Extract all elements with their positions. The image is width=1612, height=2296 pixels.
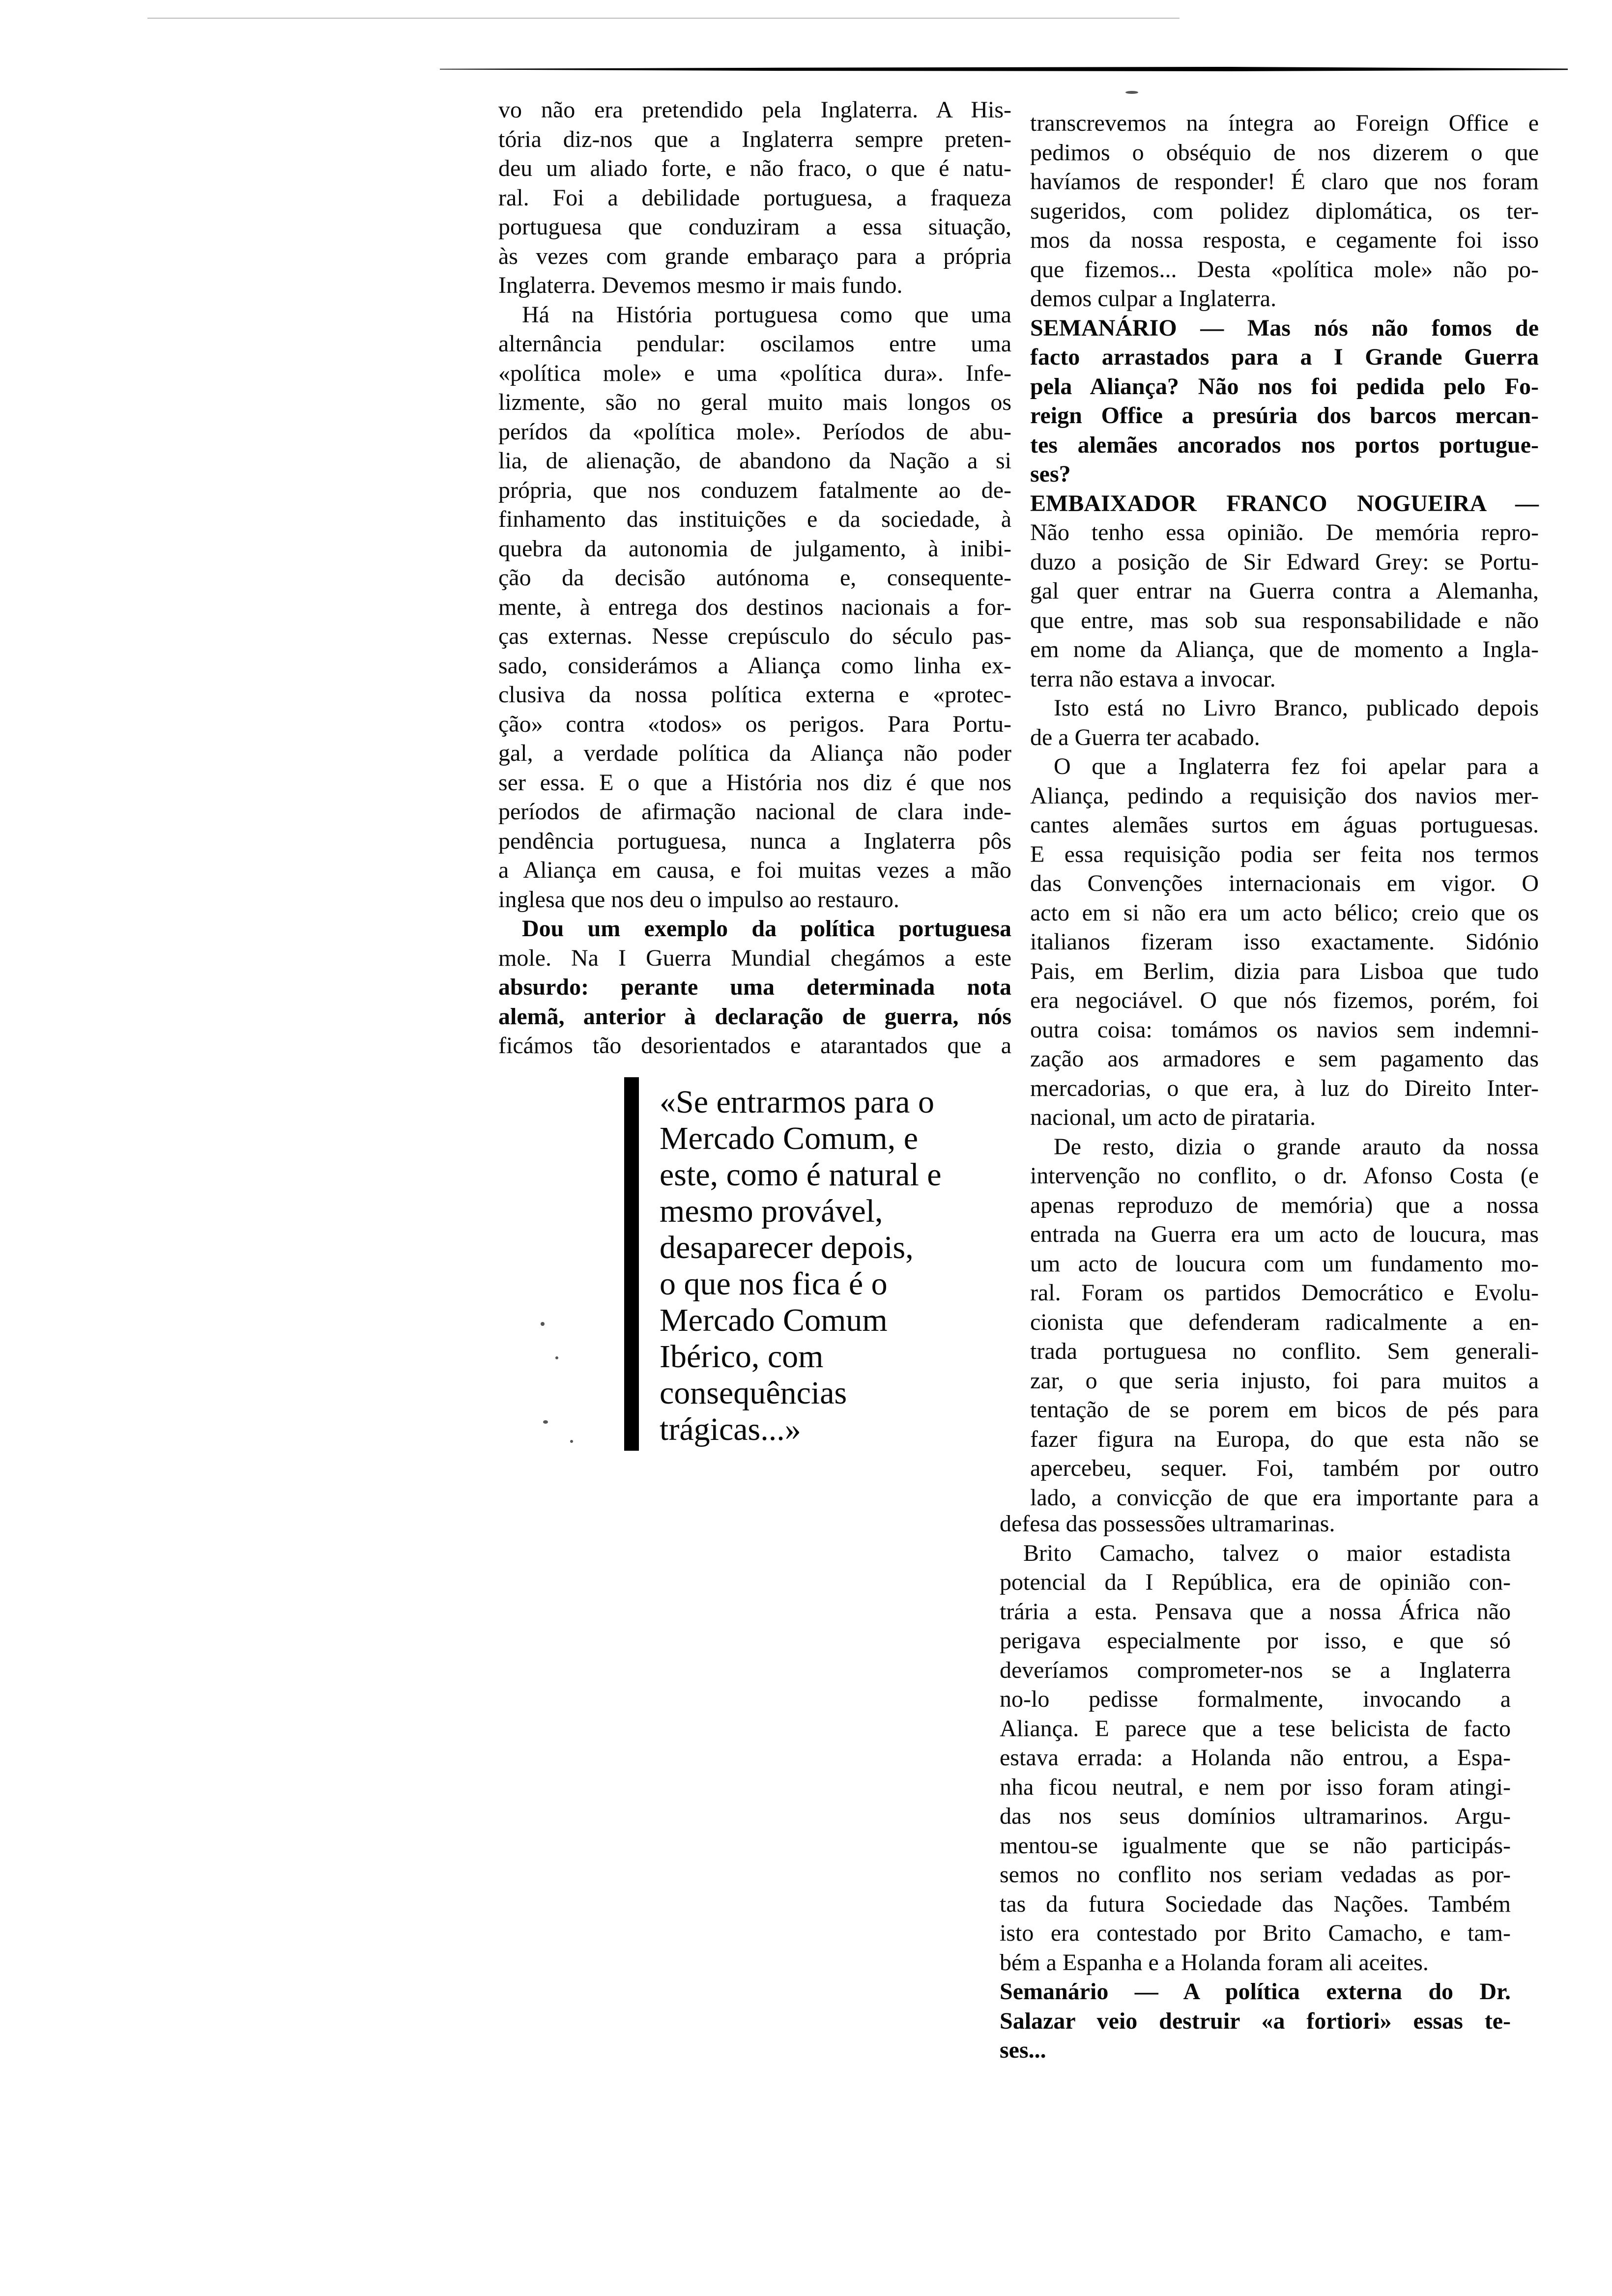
text-line: sugeridos, com polidez diplomática, os ter- — [1030, 198, 1539, 224]
text-line: Inglaterra. Devemos mesmo ir mais fundo. — [498, 272, 903, 298]
article-column-right-continued — [1000, 1509, 1511, 2065]
text-line: mole. Na I Guerra Mundial chegámos a este — [498, 945, 1011, 971]
pull-quote-line: desaparecer depois, — [660, 1230, 914, 1265]
pull-quote-line: mesmo provável, — [660, 1193, 883, 1229]
text-line: demos culpar a Inglaterra. — [1030, 286, 1277, 312]
top-rule — [440, 67, 1568, 71]
text-line: Não tenho essa opinião. De memória repro- — [1030, 519, 1539, 545]
text-line: tória diz-nos que a Inglaterra sempre preten- — [498, 126, 1011, 152]
text-line: deu um aliado forte, e não fraco, o que é natu- — [498, 155, 1011, 181]
text-line: estava errada: a Holanda não entrou, a Espa- — [1000, 1745, 1511, 1771]
pull-quote-bar — [624, 1077, 639, 1451]
scan-speck — [555, 1356, 558, 1359]
text-line: nacional, um acto de pirataria. — [1030, 1104, 1316, 1130]
text-line: zar, o que seria injusto, foi para muitos a — [1030, 1367, 1539, 1394]
article-column-right — [1030, 109, 1539, 1512]
text-line: inglesa que nos deu o impulso ao restauro. — [498, 886, 899, 913]
text-line: gal, a verdade política da Aliança não poder — [498, 740, 1011, 766]
text-line: finhamento das instituições e da sociedade, à — [498, 506, 1011, 532]
pull-quote-line: este, como é natural e — [660, 1157, 942, 1193]
text-line: pela Aliança? Não nos foi pedida pelo Fo- — [1030, 373, 1539, 400]
text-line: deveríamos comprometer-nos se a Inglaterra — [1000, 1657, 1511, 1683]
text-line: reign Office a presúria dos barcos mercan- — [1030, 402, 1539, 429]
text-line: de a Guerra ter acabado. — [1030, 724, 1260, 750]
text-line: quebra da autonomia de julgamento, à inibi- — [498, 535, 1011, 562]
pull-quote-line: Mercado Comum — [660, 1302, 888, 1338]
text-line: em nome da Aliança, que de momento a Ingla- — [1030, 636, 1539, 662]
text-line: outra coisa: tomámos os navios sem indemni- — [1030, 1016, 1539, 1043]
text-line: De resto, dizia o grande arauto da nossa — [1054, 1133, 1539, 1160]
scan-speck — [1125, 91, 1138, 94]
text-line: portuguesa que conduziram a essa situação, — [498, 214, 1011, 240]
text-line: pedimos o obséquio de nos dizerem o que — [1030, 139, 1539, 166]
pull-quote-line: consequências — [660, 1375, 847, 1411]
text-line: ral. Foram os partidos Democrático e Evolu- — [1030, 1280, 1539, 1306]
text-line: trada portuguesa no conflito. Sem generali- — [1030, 1338, 1539, 1364]
text-line: clusiva da nossa política externa e «protec- — [498, 682, 1011, 708]
text-line: Dou um exemplo da política portuguesa — [522, 916, 1011, 942]
pull-quote-line: Ibérico, com — [660, 1339, 824, 1375]
text-line: perigava especialmente por isso, e que só — [1000, 1628, 1511, 1654]
text-line: absurdo: perante uma determinada nota — [498, 974, 1011, 1000]
pull-quote — [660, 1084, 1004, 1448]
text-line: ficámos tão desorientados e atarantados que a — [498, 1033, 1011, 1059]
text-line: bém a Espanha e a Holanda foram ali aceites. — [1000, 1949, 1429, 1976]
text-line: que entre, mas sob sua responsabilidade e não — [1030, 607, 1539, 633]
text-line: Aliança, pedindo a requisição dos navios mer- — [1030, 782, 1539, 809]
text-line: pendência portuguesa, nunca a Inglaterra pôs — [498, 828, 1011, 854]
text-line: às vezes com grande embaraço para a própria — [498, 243, 1011, 269]
text-line: italianos fizeram isso exactamente. Sidónio — [1030, 929, 1539, 955]
text-line: ses? — [1030, 461, 1071, 487]
text-line: perídos da «política mole». Períodos de abu- — [498, 418, 1011, 445]
text-line: SEMANÁRIO — Mas nós não fomos de — [1030, 315, 1539, 341]
text-line: E essa requisição podia ser feita nos termos — [1030, 841, 1539, 867]
pull-quote-line: o que nos fica é o — [660, 1266, 888, 1302]
text-line: mente, à entrega dos destinos nacionais a for- — [498, 594, 1011, 620]
text-line: das nos seus domínios ultramarinos. Argu- — [1000, 1803, 1511, 1829]
text-line: das Convenções internacionais em vigor. O — [1030, 870, 1539, 896]
text-line: intervenção no conflito, o dr. Afonso Costa (e — [1030, 1163, 1539, 1189]
text-line: mos da nossa resposta, e cegamente foi isso — [1030, 227, 1539, 253]
top-faint-rule — [147, 18, 1180, 19]
text-line: Salazar veio destruir «a fortiori» essas te- — [1000, 2008, 1511, 2034]
text-line: Aliança. E parece que a tese belicista de facto — [1000, 1715, 1511, 1742]
text-line: acto em si não era um acto bélico; creio que os — [1030, 899, 1539, 926]
text-line: facto arrastados para a I Grande Guerra — [1030, 344, 1539, 370]
text-line: isto era contestado por Brito Camacho, e tam- — [1000, 1920, 1511, 1946]
text-line: «política mole» e uma «política dura». Infe- — [498, 360, 1011, 386]
text-line: lia, de alienação, de abandono da Nação a si — [498, 448, 1011, 474]
text-line: ção da decisão autónoma e, consequente- — [498, 565, 1011, 591]
text-line: Há na História portuguesa como que uma — [522, 301, 1011, 328]
scan-speck — [541, 1322, 545, 1326]
text-line: sado, considerámos a Aliança como linha ex- — [498, 652, 1011, 679]
text-line: Semanário — A política externa do Dr. — [1000, 1979, 1511, 2005]
text-line: O que a Inglaterra fez foi apelar para a — [1054, 753, 1539, 779]
text-line: mercadorias, o que era, à luz do Direito Inter- — [1030, 1075, 1539, 1101]
text-line: havíamos de responder! É claro que nos foram — [1030, 169, 1539, 195]
text-line: ses... — [1000, 2037, 1046, 2063]
text-line: alemã, anterior à declaração de guerra, nós — [498, 1003, 1011, 1030]
text-line: Isto está no Livro Branco, publicado depois — [1054, 695, 1539, 721]
text-line: tes alemães ancorados nos portos portugue- — [1030, 431, 1539, 458]
article-column-left — [498, 95, 1011, 1061]
text-line: ral. Foi a debilidade portuguesa, a fraqueza — [498, 184, 1011, 211]
text-line: cionista que defenderam radicalmente a en- — [1030, 1309, 1539, 1335]
text-line: terra não estava a invocar. — [1030, 665, 1276, 692]
scan-speck — [543, 1420, 548, 1424]
text-line: tentação de se porem em bicos de pés para — [1030, 1397, 1539, 1423]
text-line: cantes alemães surtos em águas portuguesas. — [1030, 812, 1539, 838]
text-line: alternância pendular: oscilamos entre uma — [498, 331, 1011, 357]
text-line: nha ficou neutral, e nem por isso foram atingi- — [1000, 1774, 1511, 1800]
text-line: potencial da I República, era de opinião con- — [1000, 1569, 1511, 1595]
text-line: transcrevemos na íntegra ao Foreign Office e — [1030, 110, 1539, 136]
text-line: no-lo pedisse formalmente, invocando a — [1000, 1686, 1511, 1712]
text-line: zação aos armadores e sem pagamento das — [1030, 1046, 1539, 1072]
text-line: vo não era pretendido pela Inglaterra. A His- — [498, 97, 1011, 123]
text-line: períodos de afirmação nacional de clara inde- — [498, 799, 1011, 825]
text-line: apercebeu, sequer. Foi, também por outro — [1030, 1455, 1539, 1481]
text-line: a Aliança em causa, e foi muitas vezes a mão — [498, 857, 1011, 883]
text-line: lado, a convicção de que era importante para a — [1030, 1484, 1539, 1511]
text-line: duzo a posição de Sir Edward Grey: se Portu- — [1030, 548, 1539, 575]
text-line: mentou-se igualmente que se não participás- — [1000, 1832, 1511, 1859]
text-line: EMBAIXADOR FRANCO NOGUEIRA — — [1030, 490, 1539, 517]
text-line: era negociável. O que nós fizemos, porém, foi — [1030, 987, 1539, 1013]
text-line: trária a esta. Pensava que a nossa África não — [1000, 1598, 1511, 1625]
text-line: semos no conflito nos seriam vedadas as por- — [1000, 1862, 1511, 1888]
text-line: Brito Camacho, talvez o maior estadista — [1023, 1540, 1511, 1566]
text-line: gal quer entrar na Guerra contra a Alemanha, — [1030, 578, 1539, 604]
text-line: própria, que nos conduzem fatalmente ao de- — [498, 477, 1011, 503]
pull-quote-line: trágicas...» — [660, 1411, 801, 1447]
pull-quote-line: Mercado Comum, e — [660, 1120, 919, 1156]
text-line: um acto de loucura com um fundamento mo- — [1030, 1250, 1539, 1277]
text-line: ção» contra «todos» os perigos. Para Portu- — [498, 711, 1011, 737]
text-line: entrada na Guerra era um acto de loucura, mas — [1030, 1221, 1539, 1247]
text-line: que fizemos... Desta «política mole» não po- — [1030, 256, 1539, 283]
text-line: ser essa. E o que a História nos diz é que nos — [498, 769, 1011, 796]
text-line: apenas reproduzo de memória) que a nossa — [1030, 1192, 1539, 1218]
text-line: lizmente, são no geral muito mais longos os — [498, 389, 1011, 415]
text-line: fazer figura na Europa, do que esta não se — [1030, 1426, 1539, 1452]
text-line: Pais, em Berlim, dizia para Lisboa que tudo — [1030, 958, 1539, 984]
text-line: defesa das possessões ultramarinas. — [1000, 1511, 1335, 1537]
text-line: ças externas. Nesse crepúsculo do século pas- — [498, 623, 1011, 649]
scan-speck — [570, 1440, 573, 1443]
text-line: tas da futura Sociedade das Nações. Também — [1000, 1891, 1511, 1917]
pull-quote-line: «Se entrarmos para o — [660, 1084, 934, 1120]
